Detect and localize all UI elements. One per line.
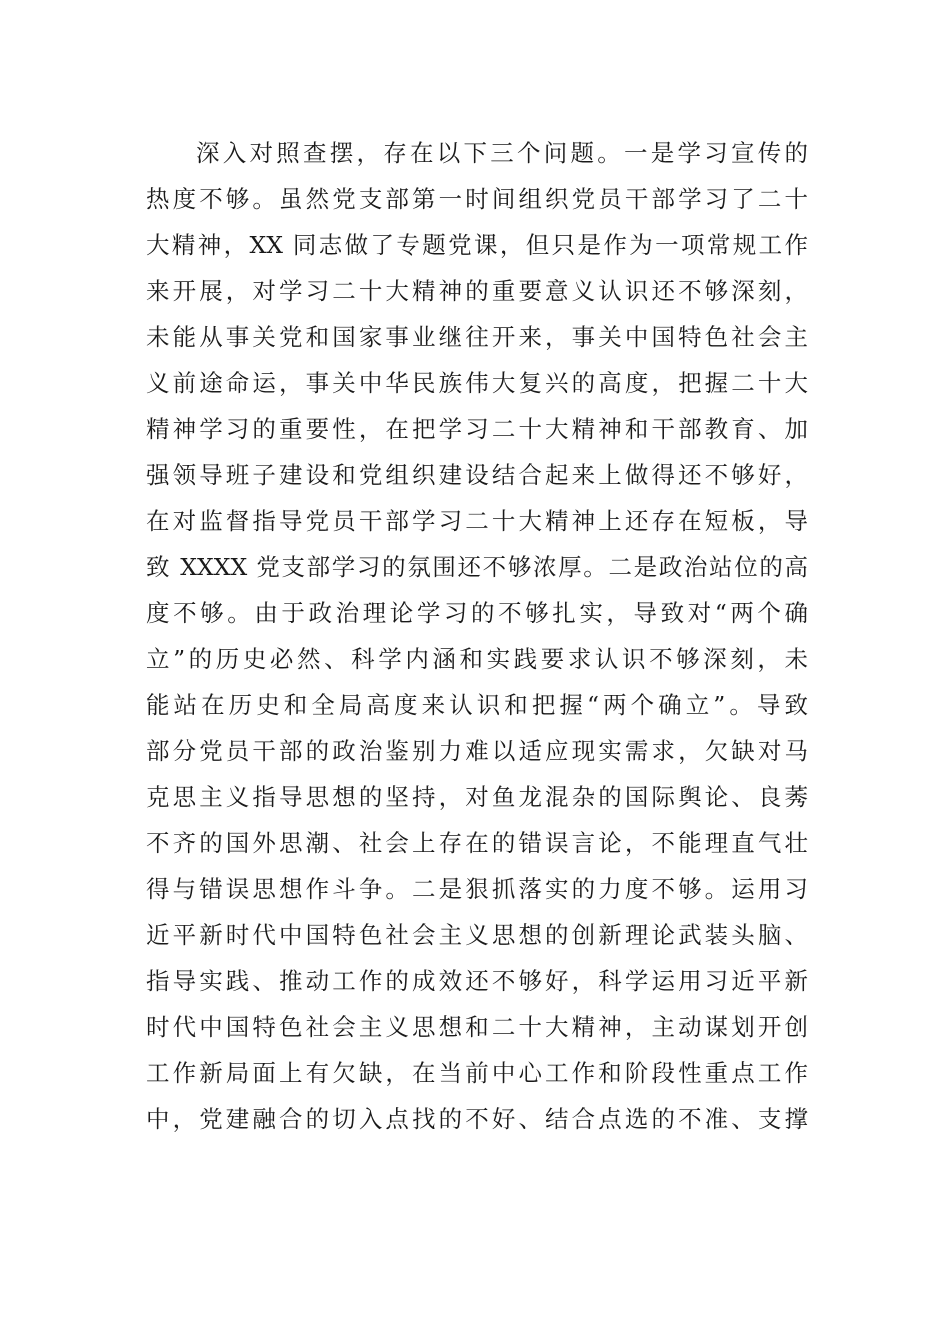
paragraph-line: 能站在历史和全局高度来认识和把握“两个确立”。导致 [146, 691, 808, 719]
paragraph-line: 大精神，XX 同志做了专题党课，但只是作为一项常规工作 [146, 231, 808, 259]
body-paragraph [146, 130, 808, 1142]
paragraph-line: 在对监督指导党员干部学习二十大精神上还存在短板，导 [146, 507, 808, 535]
paragraph-line: 未能从事关党和国家事业继往开来，事关中国特色社会主 [146, 323, 808, 351]
paragraph-line: 致 XXXX 党支部学习的氛围还不够浓厚。二是政治站位的高 [146, 553, 808, 581]
paragraph-line: 指导实践、推动工作的成效还不够好，科学运用习近平新 [146, 967, 808, 995]
paragraph-line: 工作新局面上有欠缺，在当前中心工作和阶段性重点工作 [146, 1059, 808, 1087]
paragraph-line: 不齐的国外思潮、社会上存在的错误言论，不能理直气壮 [146, 829, 808, 857]
paragraph-line: 义前途命运，事关中华民族伟大复兴的高度，把握二十大 [146, 369, 808, 397]
paragraph-line: 深入对照查摆，存在以下三个问题。一是学习宣传的 [196, 139, 808, 167]
paragraph-line: 精神学习的重要性，在把学习二十大精神和干部教育、加 [146, 415, 808, 443]
paragraph-line: 得与错误思想作斗争。二是狠抓落实的力度不够。运用习 [146, 875, 808, 903]
paragraph-line: 度不够。由于政治理论学习的不够扎实，导致对“两个确 [146, 599, 808, 627]
paragraph-line: 强领导班子建设和党组织建设结合起来上做得还不够好， [146, 461, 808, 489]
paragraph-line: 立”的历史必然、科学内涵和实践要求认识不够深刻，未 [146, 645, 808, 673]
paragraph-line: 时代中国特色社会主义思想和二十大精神，主动谋划开创 [146, 1013, 808, 1041]
paragraph-line: 中，党建融合的切入点找的不好、结合点选的不准、支撑 [146, 1105, 808, 1133]
paragraph-line: 近平新时代中国特色社会主义思想的创新理论武装头脑、 [146, 921, 808, 949]
paragraph-line: 克思主义指导思想的坚持，对鱼龙混杂的国际舆论、良莠 [146, 783, 808, 811]
paragraph-line: 热度不够。虽然党支部第一时间组织党员干部学习了二十 [146, 185, 808, 213]
paragraph-line: 来开展，对学习二十大精神的重要意义认识还不够深刻， [146, 277, 808, 305]
paragraph-line: 部分党员干部的政治鉴别力难以适应现实需求，欠缺对马 [146, 737, 808, 765]
